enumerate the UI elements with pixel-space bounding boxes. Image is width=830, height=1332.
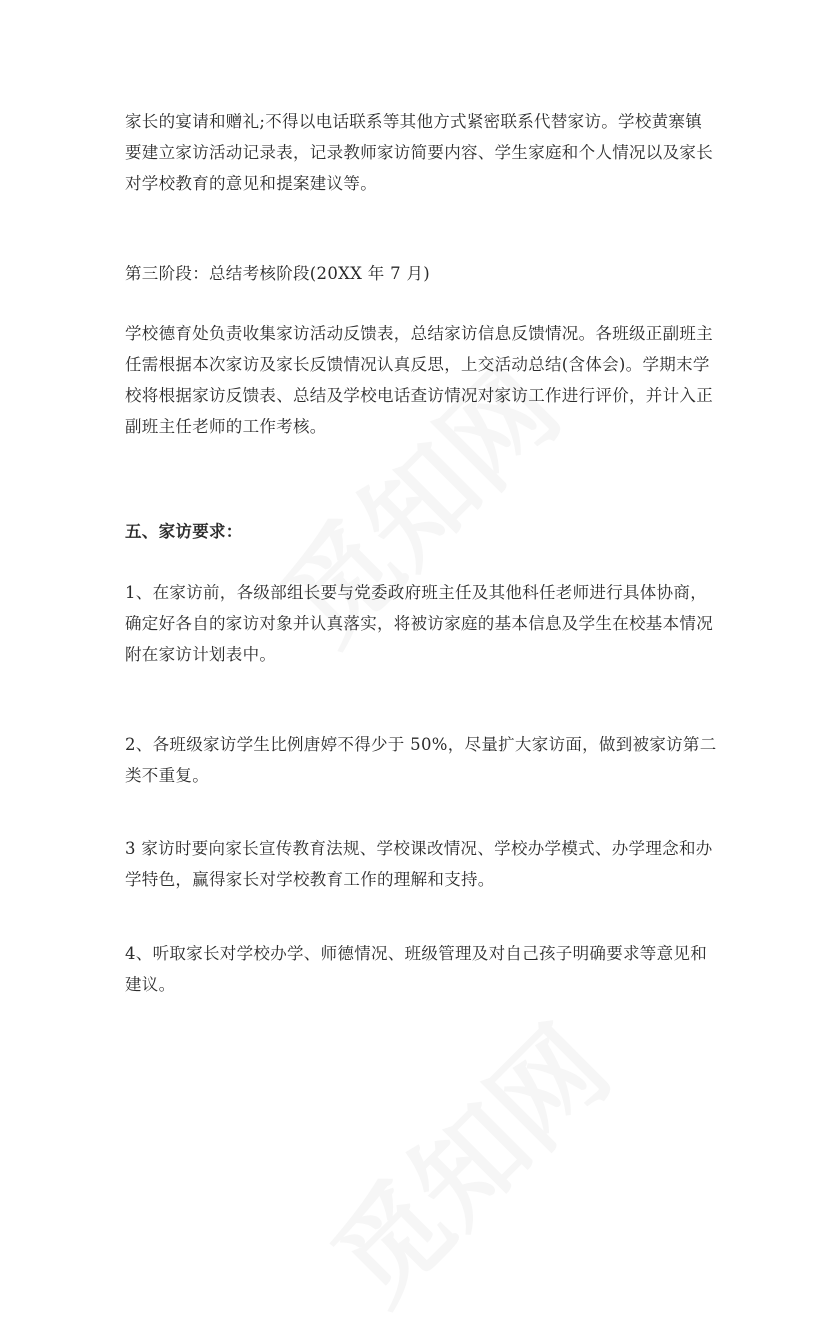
text-line: 建议。	[125, 975, 176, 994]
text-line: 1、在家访前，各级部组长要与党委政府班主任及其他科任老师进行具体协商，	[125, 583, 707, 602]
paragraph-requirement-1	[125, 577, 713, 670]
text-line: 确定好各自的家访对象并认真落实，将被访家庭的基本信息及学生在校基本情况	[125, 614, 713, 633]
text-line: 要建立家访活动记录表，记录教师家访简要内容、学生家庭和个人情况以及家长	[125, 143, 713, 162]
text-line: 五、家访要求：	[125, 522, 243, 541]
text-line: 家长的宴请和赠礼;不得以电话联系等其他方式紧密联系代替家访。学校黄寨镇	[125, 112, 703, 131]
paragraph-requirement-3	[125, 833, 713, 895]
paragraph-requirement-2	[125, 729, 717, 791]
paragraph-stage-three-title	[125, 258, 710, 289]
text-line: 校将根据家访反馈表、总结及学校电话查访情况对家访工作进行评价，并计入正	[125, 386, 713, 405]
paragraph-visit-etiquette	[125, 106, 713, 199]
text-line: 3 家访时要向家长宣传教育法规、学校课改情况、学校办学模式、办学理念和办	[125, 839, 713, 858]
text-line: 附在家访计划表中。	[125, 645, 277, 664]
paragraph-stage-three-body	[125, 318, 713, 442]
text-line: 对学校教育的意见和提案建议等。	[125, 174, 377, 193]
text-line: 类不重复。	[125, 766, 209, 785]
text-line: 学校德育处负责收集家访活动反馈表，总结家访信息反馈情况。各班级正副班主	[125, 324, 713, 343]
paragraph-requirement-4	[125, 938, 710, 1000]
watermark-bottom	[292, 986, 637, 1331]
text-line: 副班主任老师的工作考核。	[125, 417, 327, 436]
text-line: 任需根据本次家访及家长反馈情况认真反思，上交活动总结(含体会)。学期末学	[125, 355, 710, 374]
watermark-text	[309, 1003, 633, 1327]
section-heading-requirements	[125, 516, 710, 547]
text-line: 学特色，赢得家长对学校教育工作的理解和支持。	[125, 870, 495, 889]
text-line: 2、各班级家访学生比例唐婷不得少于 50%，尽量扩大家访面，做到被家访第二	[125, 735, 717, 754]
text-line: 4、听取家长对学校办学、师德情况、班级管理及对自己孩子明确要求等意见和	[125, 944, 707, 963]
text-line: 第三阶段：总结考核阶段(20XX 年 7 月)	[125, 264, 430, 283]
